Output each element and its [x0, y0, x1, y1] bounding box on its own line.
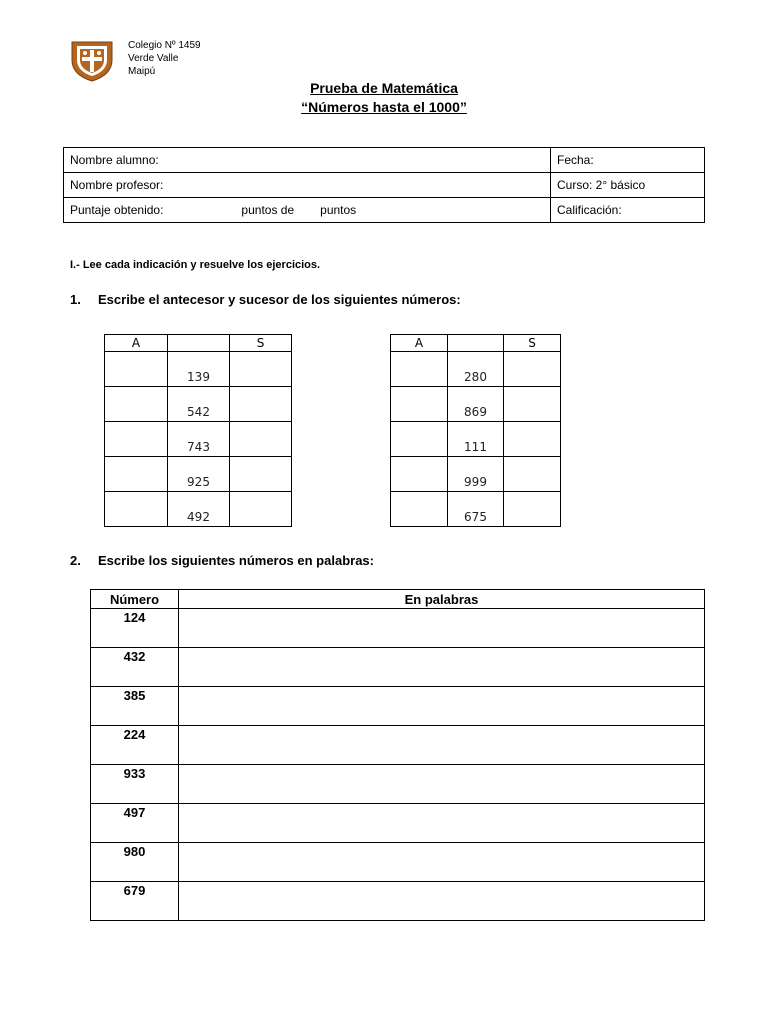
- header-number: Número: [91, 590, 179, 609]
- words-answer-cell[interactable]: [179, 609, 705, 648]
- teacher-name-label: Nombre profesor:: [70, 178, 164, 192]
- number-cell: 139: [168, 352, 230, 387]
- numbers-in-words-table: [90, 589, 705, 921]
- words-answer-cell[interactable]: [179, 726, 705, 765]
- words-answer-cell[interactable]: [179, 687, 705, 726]
- number-cell: 124: [91, 609, 179, 648]
- instruction-text: I.- Lee cada indicación y resuelve los ejercicios.: [70, 259, 321, 271]
- test-subtitle-text: “Números hasta el 1000”: [301, 99, 467, 115]
- predecessor-cell[interactable]: [391, 492, 448, 527]
- grade-label: Calificación:: [557, 203, 622, 217]
- predecessor-cell[interactable]: [105, 352, 168, 387]
- course-label: Curso: 2° básico: [557, 178, 646, 192]
- header-in-words: En palabras: [179, 590, 705, 609]
- school-crest-icon: [70, 40, 114, 82]
- predecessor-cell[interactable]: [105, 387, 168, 422]
- number-cell: 497: [91, 804, 179, 843]
- successor-cell[interactable]: [230, 492, 292, 527]
- school-info: [128, 39, 201, 78]
- words-answer-cell[interactable]: [179, 648, 705, 687]
- successor-cell[interactable]: [230, 352, 292, 387]
- predecessor-cell[interactable]: [391, 422, 448, 457]
- date-field[interactable]: [551, 148, 705, 173]
- question-1-number: 1.: [70, 292, 81, 307]
- header-successor: S: [504, 335, 561, 352]
- words-answer-cell[interactable]: [179, 765, 705, 804]
- student-name-label: Nombre alumno:: [70, 153, 159, 167]
- predecessor-cell[interactable]: [391, 352, 448, 387]
- points-label: puntos: [320, 203, 357, 217]
- successor-cell[interactable]: [504, 457, 561, 492]
- predecessor-cell[interactable]: [391, 457, 448, 492]
- school-subtitle: Verde Valle: [128, 53, 179, 64]
- course-field: [551, 173, 705, 198]
- number-cell: 385: [91, 687, 179, 726]
- question-2: [70, 553, 374, 568]
- number-cell: 111: [448, 422, 504, 457]
- number-cell: 925: [168, 457, 230, 492]
- school-name: Colegio Nº 1459: [128, 40, 201, 51]
- number-cell: 980: [91, 843, 179, 882]
- successor-cell[interactable]: [504, 352, 561, 387]
- successor-cell[interactable]: [504, 387, 561, 422]
- test-subtitle: [0, 99, 768, 115]
- predecessor-cell[interactable]: [105, 492, 168, 527]
- predecessor-successor-table-right: [390, 334, 561, 527]
- question-2-text: Escribe los siguientes números en palabras:: [98, 553, 374, 568]
- words-answer-cell[interactable]: [179, 804, 705, 843]
- score-label: Puntaje obtenido:: [70, 203, 164, 217]
- successor-cell[interactable]: [230, 422, 292, 457]
- successor-cell[interactable]: [230, 387, 292, 422]
- number-cell: 999: [448, 457, 504, 492]
- number-cell: 933: [91, 765, 179, 804]
- predecessor-successor-table-left: [104, 334, 292, 527]
- question-1-text: Escribe el antecesor y sucesor de los siguientes números:: [98, 292, 461, 307]
- successor-cell[interactable]: [504, 422, 561, 457]
- question-1: [70, 292, 461, 307]
- successor-cell[interactable]: [504, 492, 561, 527]
- successor-cell[interactable]: [230, 457, 292, 492]
- header-number: [448, 335, 504, 352]
- teacher-name-field[interactable]: [64, 173, 551, 198]
- number-cell: 679: [91, 882, 179, 921]
- number-cell: 280: [448, 352, 504, 387]
- number-cell: 432: [91, 648, 179, 687]
- predecessor-cell[interactable]: [391, 387, 448, 422]
- number-cell: 492: [168, 492, 230, 527]
- words-answer-cell[interactable]: [179, 882, 705, 921]
- number-cell: 224: [91, 726, 179, 765]
- header-number: [168, 335, 230, 352]
- number-cell: 675: [448, 492, 504, 527]
- date-label: Fecha:: [557, 153, 594, 167]
- words-answer-cell[interactable]: [179, 843, 705, 882]
- header-predecessor: A: [105, 335, 168, 352]
- number-cell: 743: [168, 422, 230, 457]
- test-title: [0, 80, 768, 96]
- header-predecessor: A: [391, 335, 448, 352]
- predecessor-cell[interactable]: [105, 457, 168, 492]
- predecessor-cell[interactable]: [105, 422, 168, 457]
- test-title-text: Prueba de Matemática: [310, 80, 458, 96]
- grade-field[interactable]: [551, 198, 705, 223]
- points-of-label: puntos de: [241, 203, 295, 217]
- school-city: Maipú: [128, 66, 156, 77]
- student-info-table: [63, 147, 705, 223]
- student-name-field[interactable]: [64, 148, 551, 173]
- number-cell: 542: [168, 387, 230, 422]
- question-2-number: 2.: [70, 553, 81, 568]
- number-cell: 869: [448, 387, 504, 422]
- header-successor: S: [230, 335, 292, 352]
- score-field[interactable]: [64, 198, 551, 223]
